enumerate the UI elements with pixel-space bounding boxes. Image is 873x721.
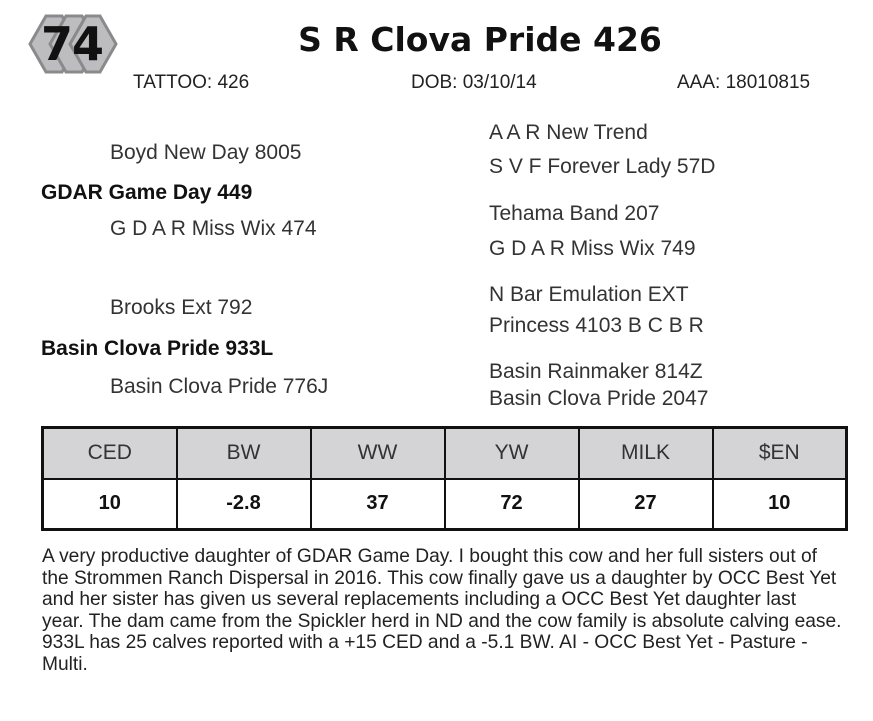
epd-value-row (43, 479, 847, 530)
animal-name: S R Clova Pride 426 (298, 20, 662, 59)
epd-value-ww: 37 (311, 479, 445, 530)
pedigree-sire-sire: Boyd New Day 8005 (110, 141, 302, 164)
pedigree-dam-sire-sire: N Bar Emulation EXT (489, 283, 689, 306)
epd-table (41, 426, 848, 531)
dob-label: DOB: 03/10/14 (411, 72, 537, 93)
pedigree-dam: Basin Clova Pride 933L (41, 337, 274, 360)
pedigree-dam-dam-sire: Basin Rainmaker 814Z (489, 360, 703, 383)
lot-badge (22, 12, 122, 76)
pedigree-sire-dam: G D A R Miss Wix 474 (110, 217, 317, 240)
epd-header-row (43, 428, 847, 479)
epd-header-ced: CED (43, 428, 177, 479)
epd-value-ced: 10 (43, 479, 177, 530)
pedigree-sire-sire-sire: A A R New Trend (489, 121, 648, 144)
registration-number: AAA: 18010815 (677, 72, 811, 93)
pedigree-sire: GDAR Game Day 449 (41, 181, 253, 204)
pedigree-dam-dam-dam: Basin Clova Pride 2047 (489, 387, 709, 410)
lot-number: 74 (40, 17, 103, 71)
epd-value-milk: 27 (579, 479, 713, 530)
tattoo-label: TATTOO: 426 (133, 72, 250, 93)
epd-header-bw: BW (177, 428, 311, 479)
epd-header-yw: YW (445, 428, 579, 479)
epd-value-en: 10 (713, 479, 847, 530)
lot-description: A very productive daughter of GDAR Game Day. I bought this cow and her full sisters out of the Strommen Ranch Dispersal in 2016. This cow finally gave us a daughter by OCC Best Yet and her sister has given us several replacements including a OCC Best Yet daughter last year. The dam came from the Spickler herd in ND and the cow family is absolute calving ease. 933L has 25 calves reported with a +15 CED and a -5.1 BW. AI - OCC Best Yet - Pasture - Multi. (42, 546, 842, 675)
pedigree-sire-sire-dam: S V F Forever Lady 57D (489, 155, 716, 178)
epd-header-milk: MILK (579, 428, 713, 479)
epd-value-yw: 72 (445, 479, 579, 530)
epd-value-bw: -2.8 (177, 479, 311, 530)
epd-header-en: $EN (713, 428, 847, 479)
pedigree-dam-sire-dam: Princess 4103 B C B R (489, 314, 704, 337)
epd-header-ww: WW (311, 428, 445, 479)
pedigree-dam-dam: Basin Clova Pride 776J (110, 375, 329, 398)
pedigree-dam-sire: Brooks Ext 792 (110, 296, 253, 319)
pedigree-sire-dam-dam: G D A R Miss Wix 749 (489, 237, 696, 260)
pedigree-sire-dam-sire: Tehama Band 207 (489, 202, 660, 225)
